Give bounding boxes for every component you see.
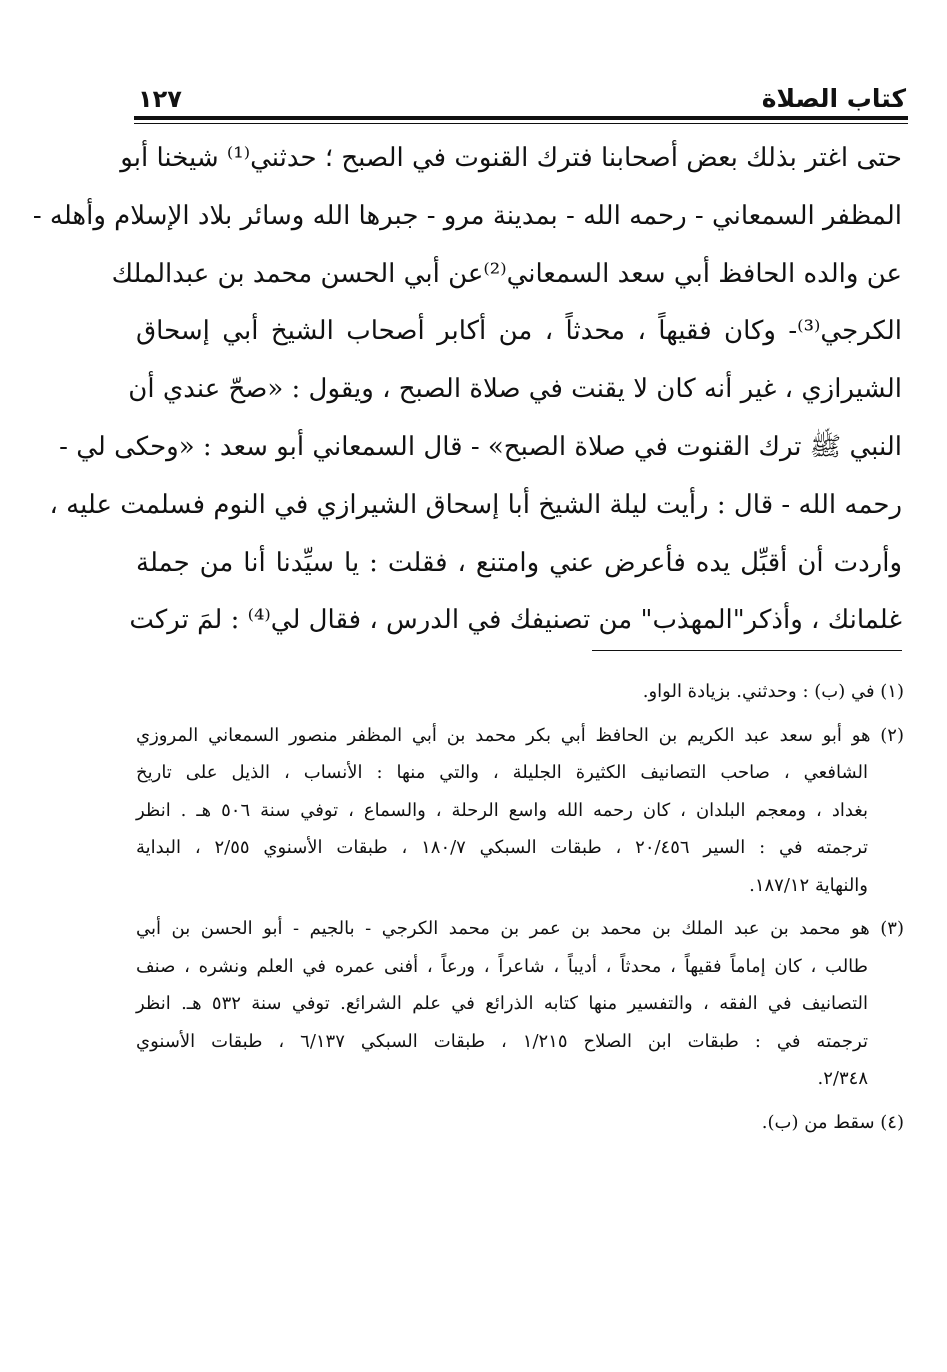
- text-line: المظفر السمعاني - رحمه الله - بمدينة مرو - جبرها الله وسائر بلاد الإسلام وأهله -: [32, 200, 902, 231]
- footnote-line: ترجمته في : السير ٢٠/٤٥٦ ، طبقات السبكي ١٨٠/٧ ، طبقات الأسنوي ٢/٥٥ ، البداية: [136, 837, 868, 858]
- footnote-line: (٣) هو محمد بن عبد الملك بن محمد بن عمر بن محمد الكرجي - بالجيم - أبو الحسن بن أبي: [136, 918, 904, 939]
- footnote-2: [136, 717, 904, 905]
- header-rule-thick: [134, 116, 908, 120]
- running-header: [134, 84, 906, 114]
- footnotes: [136, 673, 904, 1147]
- footnote-line: ترجمته في : طبقات ابن الصلاح ١/٢١٥ ، طبقات السبكي ٦/١٣٧ ، طبقات الأسنوي: [136, 1030, 868, 1052]
- footnote-separator: [592, 650, 902, 651]
- footnote-line: (٤) سقط من (ب).: [761, 1111, 904, 1133]
- text-line: النبي ﷺ ترك القنوت في صلاة الصبح» - قال السمعاني أبو سعد : «وحكى لي -: [59, 431, 902, 462]
- footnote-line: طالب ، كان إماماً فقيهاً ، محدثاً ، أديباً ، شاعراً ، ورعاً ، أفنى عمره في العلم ونشره ، صنف: [136, 955, 868, 977]
- header-rule-thin: [134, 123, 908, 124]
- text-line: الكرجي⁽³⁾- وكان فقيهاً ، محدثاً ، من أكابر أصحاب الشيخ أبي إسحاق: [136, 316, 902, 347]
- text-line: حتى اغتر بذلك بعض أصحابنا فترك القنوت في الصبح ؛ حدثني⁽¹⁾ شيخنا أبو: [120, 143, 902, 173]
- footnote-3: [136, 910, 904, 1098]
- text-line: عن والده الحافظ أبي سعد السمعاني⁽²⁾عن أبي الحسن محمد بن عبدالملك: [111, 258, 902, 289]
- text-line: وأردت أن أقبِّل يده فأعرض عني وامتنع ، فقلت : يا سيِّدنا أنا من جملة: [136, 547, 902, 578]
- main-text: [32, 130, 902, 650]
- footnote-line: (١) في (ب) : وحدثني. بزيادة الواو.: [642, 681, 904, 702]
- footnote-line: الشافعي ، صاحب التصانيف الكثيرة الجليلة ، والتي منها : الأنساب ، الذيل على تاريخ: [136, 762, 868, 783]
- footnote-line: بغداد ، ومعجم البلدان ، كان رحمه الله واسع الرحلة ، والسماع ، توفي سنة ٥٠٦ هـ . انظر: [136, 799, 868, 821]
- footnote-line: التصانيف في الفقه ، والتفسير منها كتابه الذرائع في علم الشرائع. توفي سنة ٥٣٢ هـ. انظر: [136, 993, 868, 1014]
- text-line: رحمه الله - قال : رأيت ليلة الشيخ أبا إسحاق الشيرازي في النوم فسلمت عليه ،: [49, 489, 902, 520]
- footnote-4: [136, 1104, 904, 1142]
- footnote-line: ٢/٣٤٨.: [817, 1068, 868, 1089]
- text-line: غلمانك ، وأذكر"المهذب" من تصنيفك في الدرس ، فقال لي⁽⁴⁾ : لمَ تركت: [129, 605, 902, 636]
- page-number: ١٢٧: [138, 85, 182, 113]
- footnote-1: [136, 673, 904, 711]
- footnote-line: والنهاية ١٨٧/١٢.: [749, 874, 868, 896]
- chapter-title: كتاب الصلاة: [761, 84, 906, 113]
- text-line: الشيرازي ، غير أنه كان لا يقنت في صلاة الصبح ، ويقول : «صحّ عندي أن: [128, 374, 902, 405]
- footnote-line: (٢) هو أبو سعد عبد الكريم بن الحافظ أبي بكر محمد بن أبي المظفر منصور السمعاني المروزي: [136, 724, 904, 746]
